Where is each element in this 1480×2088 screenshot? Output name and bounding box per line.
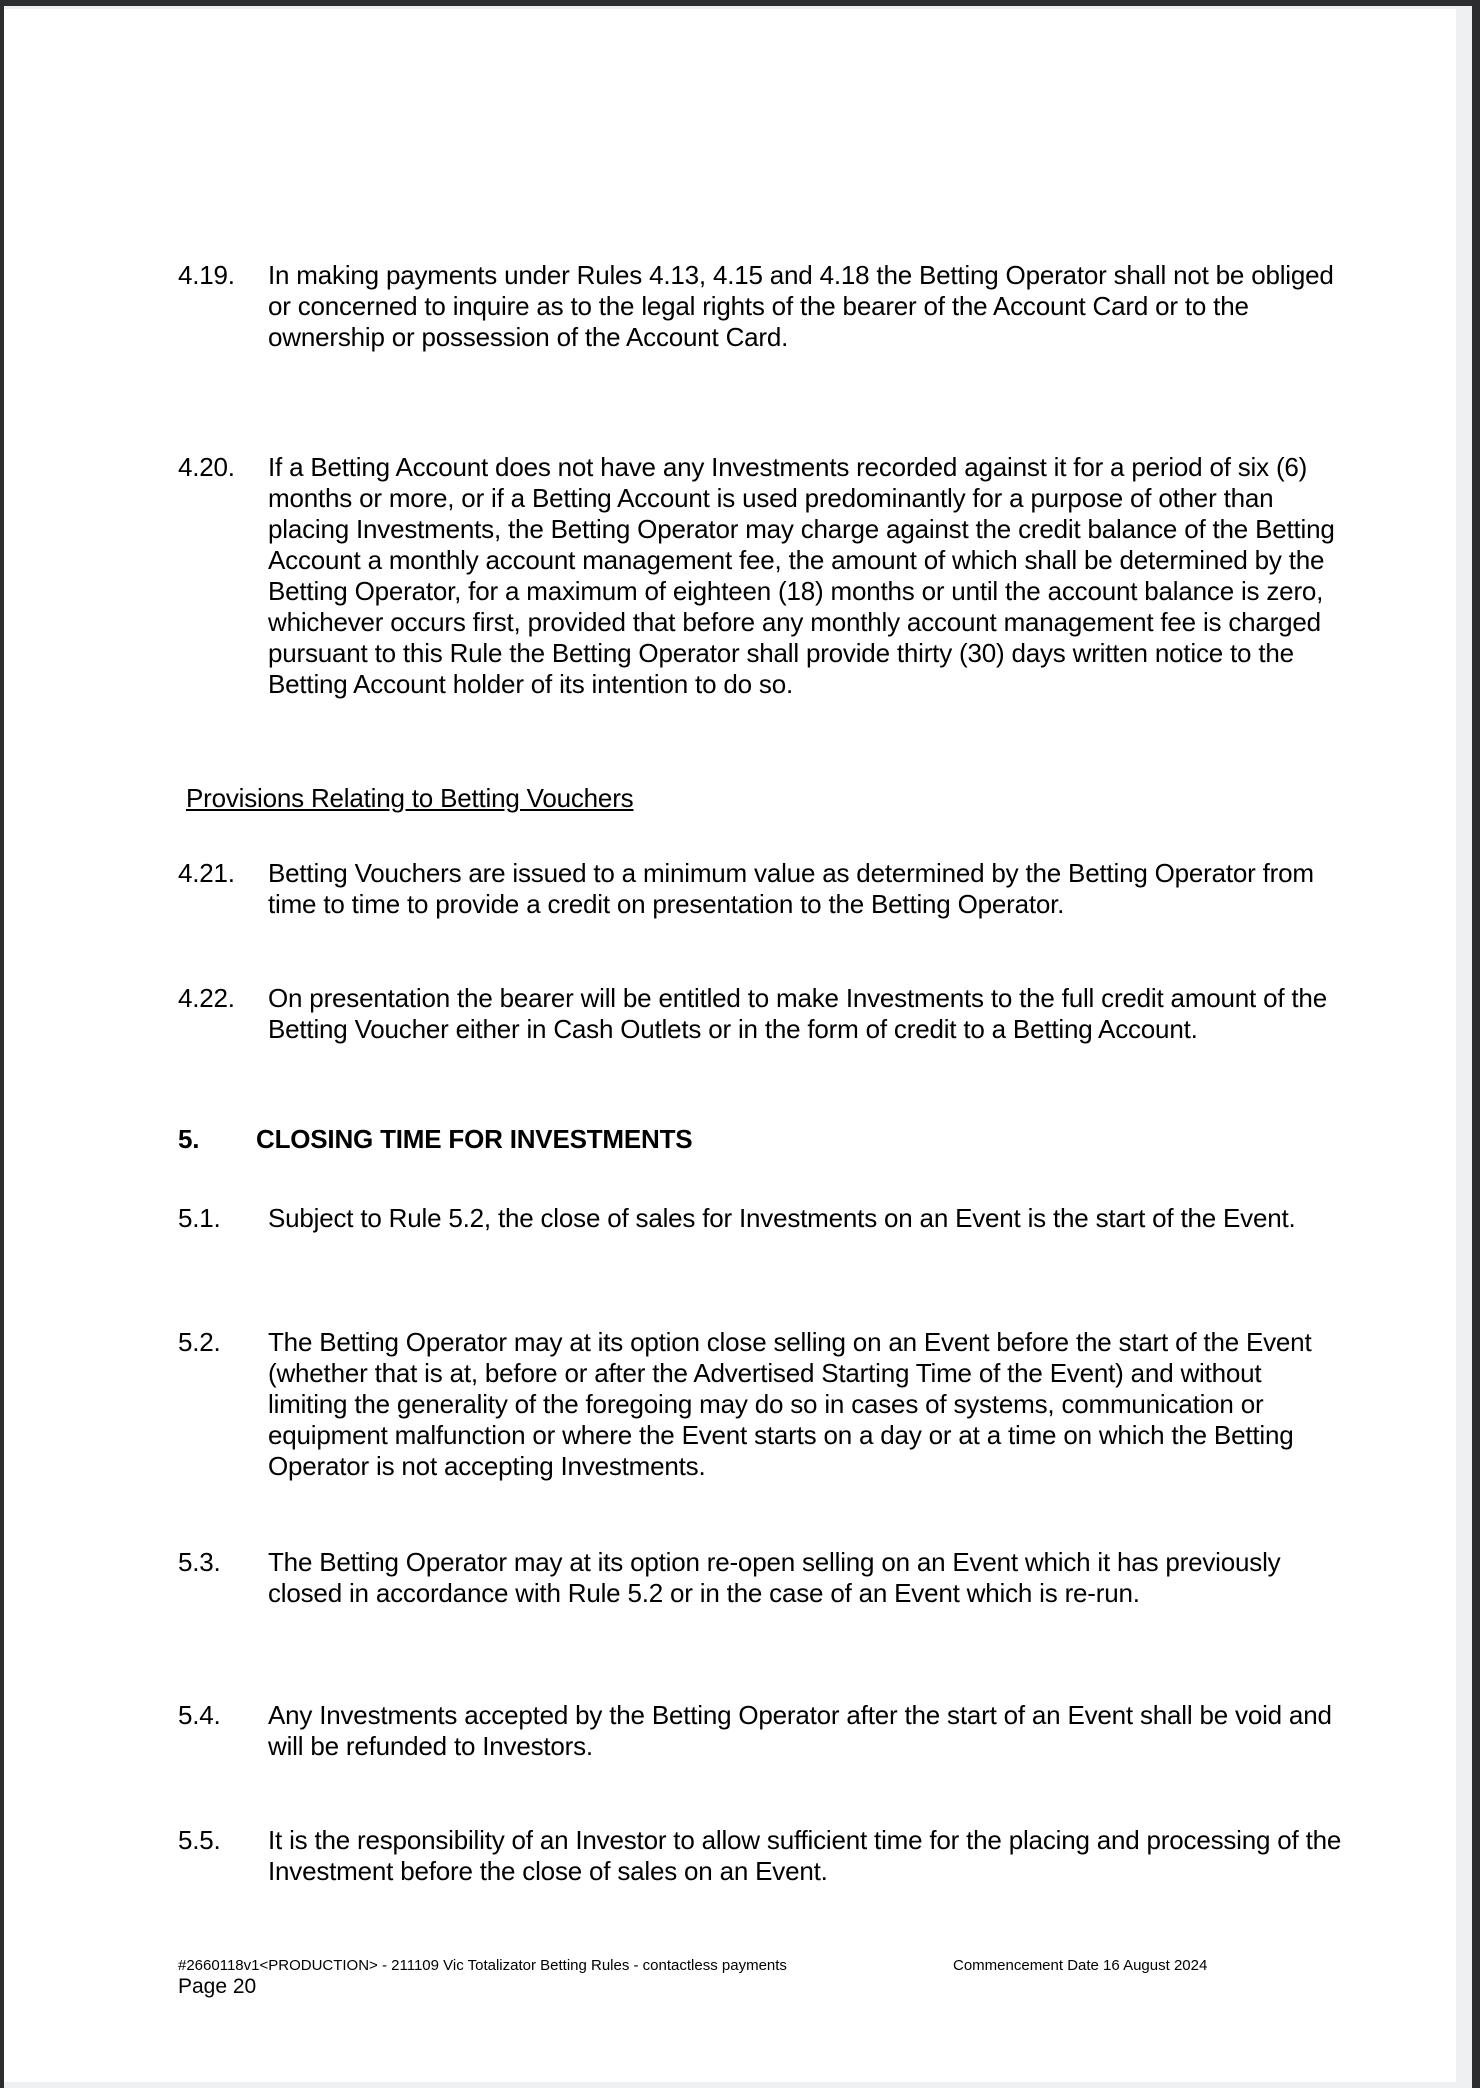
clause-number: 5.5. (178, 1825, 221, 1855)
section-5-heading (178, 1124, 1346, 1155)
clause-text: The Betting Operator may at its option re-open selling on an Event which it has previously closed in accordance with Rule 5.2 or in the case of an Event which is re-run. (268, 1547, 1281, 1608)
clause-text: Subject to Rule 5.2, the close of sales for Investments on an Event is the start of the Event. (268, 1203, 1296, 1233)
clause-text: It is the responsibility of an Investor to allow sufficient time for the placing and processing of the Investment before the close of sales on an Event. (268, 1825, 1342, 1886)
clause-text: If a Betting Account does not have any Investments recorded against it for a period of six (6) months or more, or if a Betting Account is used predominantly for a purpose of other than placing Investments, the Betting Operator may charge against the credit balance of the Betting Account a monthly account management fee, the amount of which shall be determined by the Betting Operator, for a maximum of eighteen (18) months or until the account balance is zero, whichever occurs first, provided that before any monthly account management fee is charged pursuant to this Rule the Betting Operator shall provide thirty (30) days written notice to the Betting Account holder of its intention to do so. (268, 452, 1335, 699)
footer-doc-reference: #2660118v1<PRODUCTION> - 211109 Vic Totalizator Betting Rules - contactless payments (178, 1957, 787, 1974)
subsection-heading: Provisions Relating to Betting Vouchers (186, 783, 634, 813)
page-edge-shadow-top (0, 6, 1480, 9)
clause-5-1 (178, 1203, 1346, 1234)
clause-4-22 (178, 983, 1346, 1045)
page-number-label: Page 20 (178, 1975, 257, 1998)
clause-5-2 (178, 1327, 1346, 1482)
footer-commencement-date: Commencement Date 16 August 2024 (953, 1957, 1208, 1974)
page-edge-bottom (0, 2082, 1480, 2088)
clause-text: On presentation the bearer will be entitled to make Investments to the full credit amount of the Betting Voucher either in Cash Outlets or in the form of credit to a Betting Account. (268, 983, 1327, 1044)
clause-text: In making payments under Rules 4.13, 4.15 and 4.18 the Betting Operator shall not be obliged or concerned to inquire as to the legal rights of the bearer of the Account Card or to the ownership or possession of the Account Card. (268, 260, 1334, 352)
clause-number: 5.1. (178, 1203, 221, 1233)
clause-number: 4.21. (178, 858, 235, 888)
clause-4-19 (178, 260, 1346, 353)
clause-4-21 (178, 858, 1346, 920)
page-edge-shadow-right (1456, 0, 1472, 2088)
clause-number: 4.22. (178, 983, 235, 1013)
clause-5-4 (178, 1700, 1346, 1762)
page-border-right (1472, 0, 1480, 2088)
clause-number: 5.2. (178, 1327, 221, 1357)
section-number: 5. (178, 1124, 200, 1154)
clause-number: 4.19. (178, 260, 235, 290)
clause-5-3 (178, 1547, 1346, 1609)
clause-number: 4.20. (178, 452, 235, 482)
clause-text: Betting Vouchers are issued to a minimum value as determined by the Betting Operator from time to time to provide a credit on presentation to the Betting Operator. (268, 858, 1314, 919)
clause-5-5 (178, 1825, 1346, 1887)
page-border-left (0, 0, 4, 2088)
section-title: CLOSING TIME FOR INVESTMENTS (256, 1124, 693, 1154)
clause-number: 5.4. (178, 1700, 221, 1730)
clause-number: 5.3. (178, 1547, 221, 1577)
clause-4-20 (178, 452, 1346, 700)
clause-text: The Betting Operator may at its option close selling on an Event before the start of the Event (whether that is at, before or after the Advertised Starting Time of the Event) and without limiting the generality of the foregoing may do so in cases of systems, communication or equipment malfunction or where the Event starts on a day or at a time on which the Betting Operator is not accepting Investments. (268, 1327, 1312, 1481)
clause-text: Any Investments accepted by the Betting Operator after the start of an Event shall be void and will be refunded to Investors. (268, 1700, 1332, 1761)
page-border-top (0, 0, 1480, 6)
